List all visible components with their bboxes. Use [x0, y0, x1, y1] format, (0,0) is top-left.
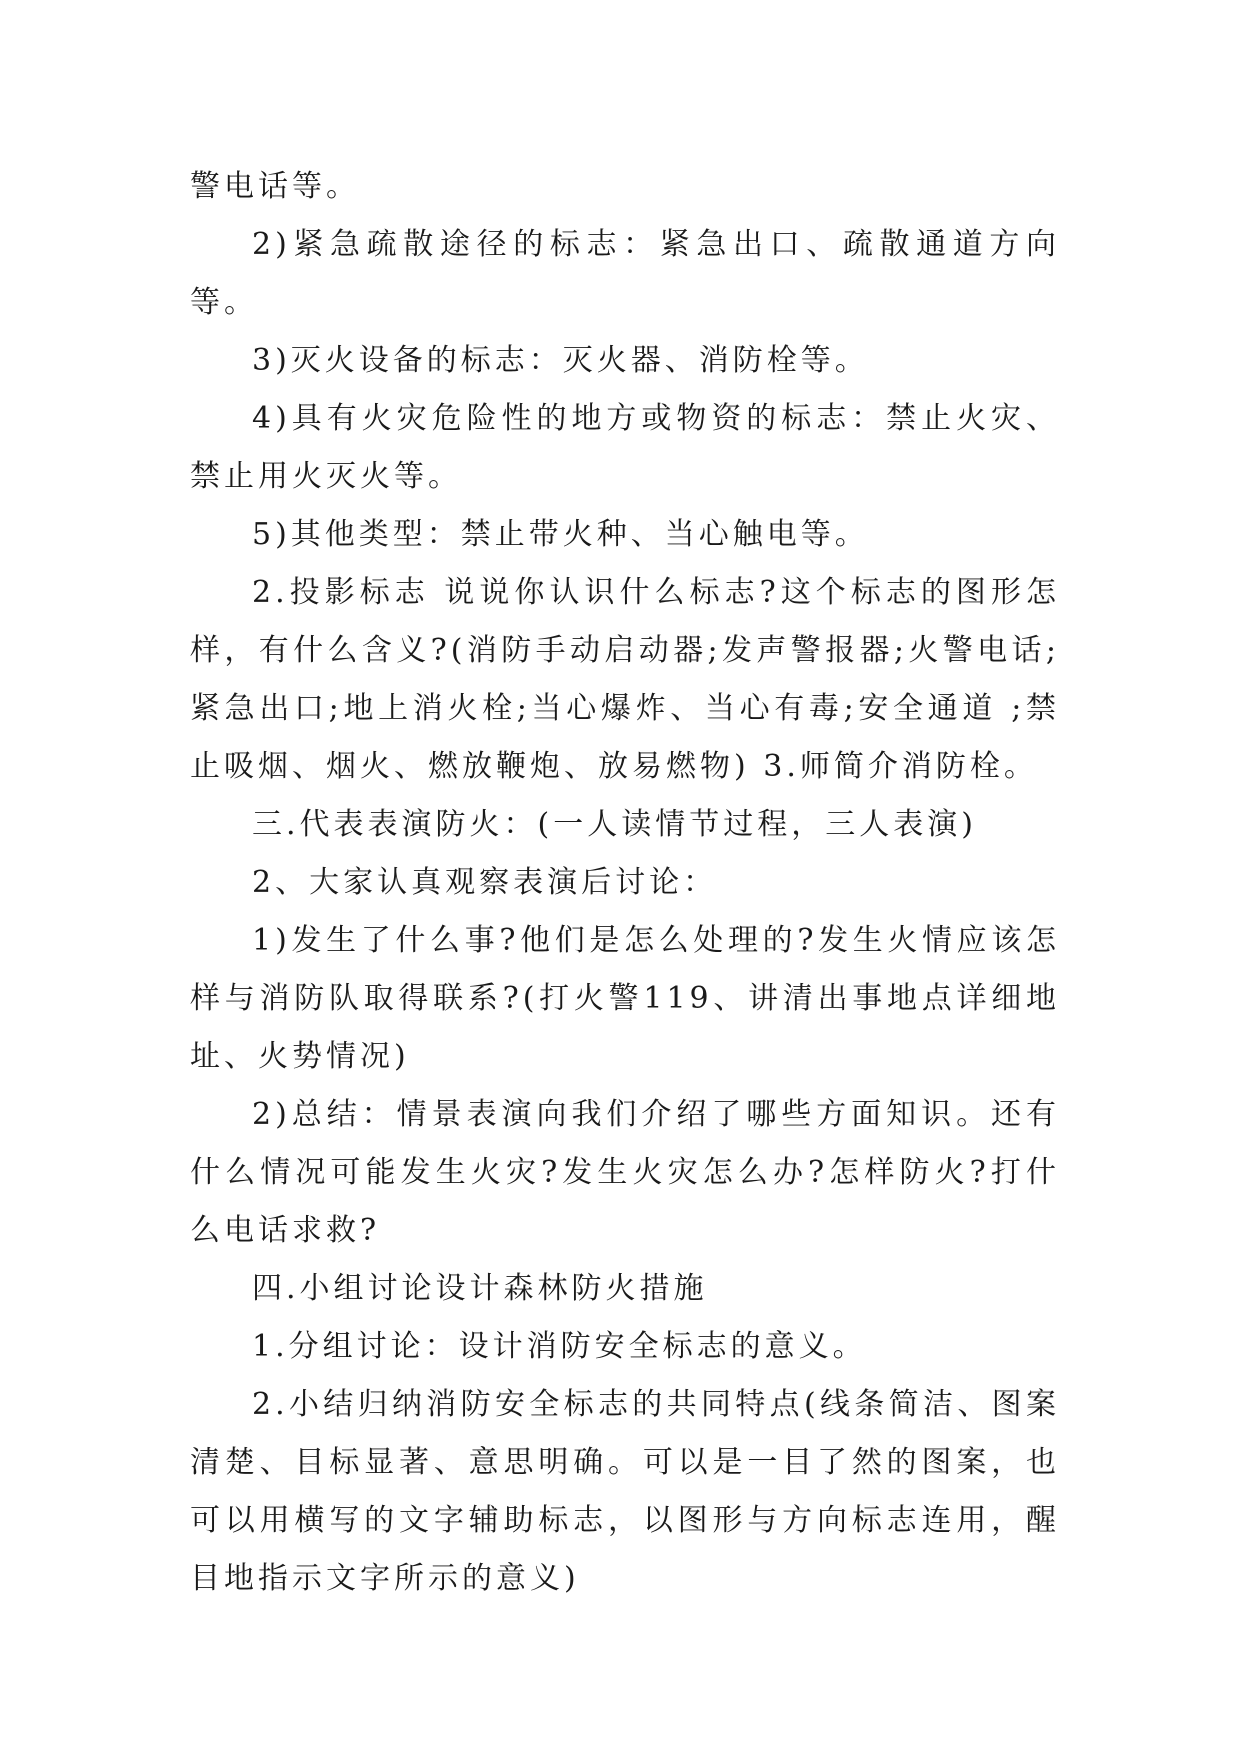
paragraph-2: 2)紧急疏散途径的标志：紧急出口、疏散通道方向等。 [190, 227, 1060, 320]
paragraph-5: 5)其他类型：禁止带火种、当心触电等。 [252, 517, 869, 552]
paragraph-9: 1)发生了什么事?他们是怎么处理的?发生火情应该怎样与消防队取得联系?(打火警119、讲清出事地点详细地址、火势情况) [190, 923, 1060, 1074]
paragraph-10: 2)总结：情景表演向我们介绍了哪些方面知识。还有什么情况可能发生火灾?发生火灾怎么办?怎样防火?打什么电话求救? [190, 1097, 1060, 1248]
paragraph-11: 四.小组讨论设计森林防火措施 [252, 1271, 708, 1306]
document-body [190, 158, 1060, 1608]
paragraph-13: 2.小结归纳消防安全标志的共同特点(线条简洁、图案清楚、目标显著、意思明确。可以是一目了然的图案，也可以用横写的文字辅助标志，以图形与方向标志连用，醒目地指示文字所示的意义) [190, 1387, 1060, 1596]
paragraph-6: 2.投影标志 说说你认识什么标志?这个标志的图形怎样，有什么含义?(消防手动启动器;发声警报器;火警电话;紧急出口;地上消火栓;当心爆炸、当心有毒;安全通道 ;禁止吸烟、烟火、燃放鞭炮、放易燃物) 3.师简介消防栓。 [190, 575, 1060, 784]
paragraph-4: 4)具有火灾危险性的地方或物资的标志：禁止火灾、禁止用火灭火等。 [190, 401, 1060, 494]
paragraph-3: 3)灭火设备的标志：灭火器、消防栓等。 [252, 343, 869, 378]
paragraph-7: 三.代表表演防火：(一人读情节过程，三人表演) [252, 807, 977, 842]
paragraph-8: 2、大家认真观察表演后讨论： [252, 865, 718, 900]
paragraph-1: 警电话等。 [190, 169, 360, 204]
paragraph-12: 1.分组讨论：设计消防安全标志的意义。 [252, 1329, 867, 1364]
